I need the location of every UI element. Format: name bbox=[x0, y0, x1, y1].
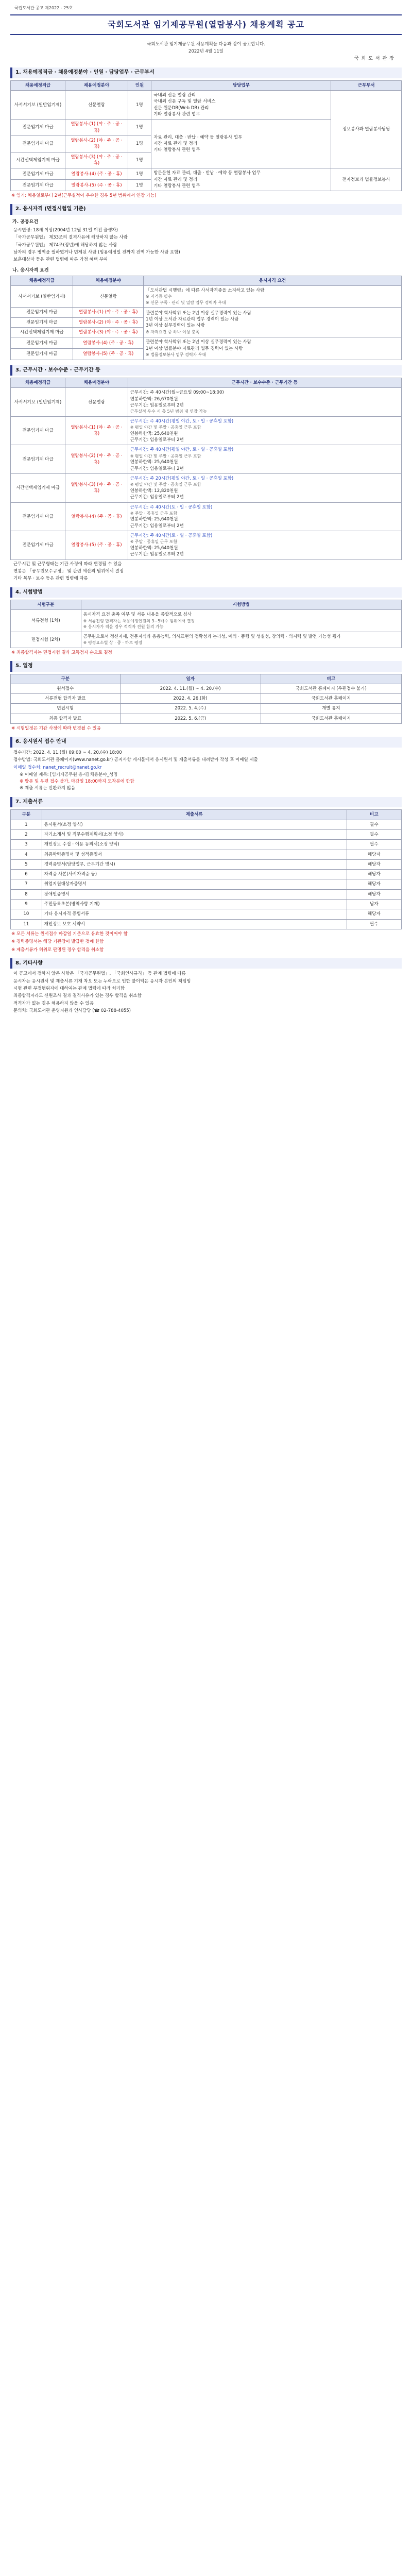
section-schedule bbox=[10, 661, 402, 732]
table-row bbox=[11, 820, 402, 829]
table-header: 채용예정직급 bbox=[11, 80, 65, 90]
list-item: 남자의 경우 병역을 필하였거나 면제된 사람 (임용예정일 전까지 전역 가능한 사람 포함) bbox=[13, 249, 180, 255]
field-cell: 열람봉사-(5) (주 · 공 · 휴) bbox=[73, 348, 144, 360]
table-row bbox=[11, 632, 402, 648]
list-item: ※ 방문 및 우편 접수 불가, 마감일 18:00까지 도착분에 한함 bbox=[20, 779, 134, 785]
table-header: 인원 bbox=[128, 80, 151, 90]
table-header: 시험구분 bbox=[11, 600, 81, 610]
doc-memo: 해당자 bbox=[347, 870, 401, 879]
documents-note: ※ 경력증명서는 해당 기관장이 발급한 것에 한함 bbox=[11, 939, 104, 945]
exam-note: ※ 최종합격자는 면접시험 결과 고득점자 순으로 결정 bbox=[11, 650, 112, 655]
schedule-kind: 서류전형 합격자 발표 bbox=[11, 694, 121, 704]
list-item: 응시자는 응시원서 및 제출서류 기재 착오 또는 누락으로 인한 불이익은 응시자 본인의 책임임 bbox=[13, 978, 191, 984]
section-heading: 4. 시험방법 bbox=[10, 587, 402, 598]
info-item: 연봉하한액: 25,640천원 bbox=[130, 517, 178, 522]
sub-heading: 나. 응시자격 요건 bbox=[12, 267, 49, 273]
table-header: 근무부서 bbox=[331, 80, 402, 90]
info-item: ※ 평일 야간 및 주말 · 공휴일 근무 포함 bbox=[130, 425, 201, 430]
doc-memo: 해당자 bbox=[347, 850, 401, 859]
table-row bbox=[11, 684, 402, 693]
count-cell: 1명 bbox=[128, 152, 151, 168]
field-cell: 열람봉사-(1) (야 · 주 · 공 · 휴) bbox=[65, 120, 128, 136]
info-item: 근무기간: 임용일로부터 2년 bbox=[130, 552, 184, 557]
grade-cell: 전문임기제 마급 bbox=[11, 180, 65, 191]
section-heading: 1. 채용예정직급 · 채용예정분야 · 인원 · 담당업무 · 근무부서 bbox=[10, 67, 402, 78]
doc-name: 취업지원대상자증명서 bbox=[42, 879, 347, 889]
table-row bbox=[11, 610, 402, 632]
info-item: 근무기간: 임용일로부터 2년 bbox=[130, 437, 184, 443]
info-item: 근무기간: 임용일로부터 2년 bbox=[130, 523, 184, 529]
documents-note: ※ 모든 서류는 원서접수 마감일 기준으로 유효한 것이어야 함 bbox=[11, 931, 128, 937]
duty-item: 방문문헌 자료 관리, 대출 · 반납 · 예약 등 열람봉사 업무 bbox=[153, 171, 261, 176]
table-row bbox=[11, 714, 402, 723]
duties-cell bbox=[151, 120, 331, 168]
doc-no: 6 bbox=[11, 870, 42, 879]
grade-cell: 시간선택제임기제 마급 bbox=[11, 328, 73, 337]
table-row bbox=[11, 694, 402, 704]
doc-memo: 해당자 bbox=[347, 909, 401, 919]
doc-name: 개인정보 보호 서약서 bbox=[42, 919, 347, 929]
field-cell: 열람봉사-(3) (야 · 주 · 공 · 휴) bbox=[65, 473, 128, 502]
list-item: 보훈대상자 등은 관련 법령에 따른 가점 혜택 부여 bbox=[13, 257, 108, 263]
field-cell: 열람봉사-(2) (야 · 주 · 공 · 휴) bbox=[65, 135, 128, 152]
doc-memo: 필수 bbox=[347, 820, 401, 829]
doc-memo: 해당자 bbox=[347, 879, 401, 889]
info-item: 연봉하한액: 12,820천원 bbox=[130, 488, 178, 494]
section-documents bbox=[10, 797, 402, 953]
table-row bbox=[11, 416, 402, 445]
title-bar bbox=[10, 14, 402, 35]
schedule-kind: 면접시험 bbox=[11, 704, 121, 714]
info-item: 근무시간: 주 40시간(토 · 일 · 공휴일 포함) bbox=[130, 533, 213, 539]
info-item: 연봉하한액: 25,640천원 bbox=[130, 545, 178, 551]
exam-item: ※ 평정요소별 상 · 중 · 하로 평정 bbox=[83, 640, 143, 646]
table-row bbox=[11, 285, 402, 308]
field-cell: 열람봉사-(5) (주 · 공 · 휴) bbox=[65, 180, 128, 191]
duty-item: 시간 자료 관리 및 정리 bbox=[153, 141, 197, 147]
grade-cell: 전문임기제 마급 bbox=[11, 317, 73, 327]
list-item: 접수방법: 국회도서관 홈페이지(www.nanet.go.kr) 공지사항 게시물에서 응시원서 및 제출서류를 내려받아 작성 후 이메일 제출 bbox=[13, 757, 258, 763]
qualifications-table bbox=[10, 276, 402, 360]
info-item: 근무시간: 주 40시간(평일 야간, 토 · 일 · 공휴일 포함) bbox=[130, 418, 234, 424]
doc-memo: 필수 bbox=[347, 829, 401, 839]
table-row bbox=[11, 889, 402, 899]
grade-cell: 전문임기제 마급 bbox=[11, 531, 65, 560]
grade-cell: 시간선택제임기제 마급 bbox=[11, 473, 65, 502]
exam-item: 공무원으로서 정신자세, 전문지식과 응용능력, 의사표현의 정확성과 논리성, 예의 · 품행 및 성실성, 창의력 · 의지력 및 발전 가능성 평가 bbox=[83, 634, 341, 639]
count-cell: 1명 bbox=[128, 135, 151, 152]
table-row bbox=[11, 168, 402, 180]
exam-detail-cell bbox=[81, 610, 401, 632]
table-row bbox=[11, 704, 402, 714]
requirement-cell bbox=[144, 308, 402, 337]
table-header: 채용예정직급 bbox=[11, 378, 65, 388]
duty-item: 기타 열람봉사 관련 업무 bbox=[153, 183, 200, 189]
list-item: 시험 관련 부정행위자에 대하여는 관계 법령에 따라 처리함 bbox=[13, 986, 125, 992]
documents-note: ※ 제출서류가 허위로 판명된 경우 합격을 취소함 bbox=[11, 947, 104, 953]
info-cell bbox=[128, 531, 401, 560]
table-row bbox=[11, 308, 402, 317]
doc-name: 자기소개서 및 직무수행계획서(소정 양식) bbox=[42, 829, 347, 839]
list-item: 「국가공무원법」 제33조의 결격사유에 해당하지 않는 사람 bbox=[13, 235, 128, 241]
info-cell bbox=[128, 388, 401, 417]
section-heading: 2. 응시자격 (면접시험일 기준) bbox=[10, 204, 402, 215]
exam-kind-cell: 면접시험 (2차) bbox=[11, 632, 81, 648]
grade-cell: 전문임기제 마급 bbox=[11, 416, 65, 445]
table-header: 채용예정분야 bbox=[65, 80, 128, 90]
notice-page bbox=[0, 0, 412, 1025]
grade-cell: 전문임기제 마급 bbox=[11, 135, 65, 152]
list-item: 최종합격자라도 신원조사 결과 결격사유가 있는 경우 합격을 취소함 bbox=[13, 993, 142, 999]
doc-no: 7 bbox=[11, 879, 42, 889]
doc-no: 4 bbox=[11, 850, 42, 859]
schedule-kind: 최종 합격자 발표 bbox=[11, 714, 121, 723]
schedule-kind: 원서접수 bbox=[11, 684, 121, 693]
table-row bbox=[11, 337, 402, 349]
table-row bbox=[11, 879, 402, 889]
table-header: 채용예정분야 bbox=[73, 276, 144, 285]
field-cell: 열람봉사-(1) (야 · 주 · 공 · 휴) bbox=[73, 308, 144, 317]
duty-item: 기타 열람봉사 관련 업무 bbox=[153, 112, 200, 117]
section-positions bbox=[10, 67, 402, 199]
info-item: ※ 평일 야간 및 주말 · 공휴일 근무 포함 bbox=[130, 482, 201, 487]
count-cell: 1명 bbox=[128, 120, 151, 136]
doc-memo: 해당자 bbox=[347, 889, 401, 899]
duty-item: 국내외 신문 구독 및 열람 서비스 bbox=[153, 99, 216, 105]
field-cell: 열람봉사-(4) (주 · 공 · 휴) bbox=[65, 168, 128, 180]
doc-no: 3 bbox=[11, 840, 42, 850]
grade-cell: 전문임기제 마급 bbox=[11, 120, 65, 136]
schedule-date: 2022. 5. 4.(수) bbox=[120, 704, 261, 714]
grade-cell: 전문임기제 마급 bbox=[11, 168, 65, 180]
field-cell: 신문열람 bbox=[65, 388, 128, 417]
schedule-date: 2022. 4. 11.(월) ~ 4. 20.(수) bbox=[120, 684, 261, 693]
positions-table bbox=[10, 80, 402, 191]
section-misc bbox=[10, 958, 402, 1014]
table-header: 근무시간 · 보수수준 · 근무기간 등 bbox=[128, 378, 401, 388]
requirement-item: 「도서관법 시행령」에 따른 사서자격증을 소지하고 있는 사람 bbox=[146, 287, 265, 293]
application-email: 이메일 접수처: nanet_recruit@nanet.go.kr bbox=[13, 765, 102, 770]
doc-memo: 해당자 bbox=[347, 859, 401, 869]
section-heading: 5. 일정 bbox=[10, 661, 402, 672]
exam-kind-cell: 서류전형 (1차) bbox=[11, 610, 81, 632]
requirement-item: ※ 법률정보봉사 업무 경력자 우대 bbox=[146, 352, 207, 357]
term-note: ※ 임기: 채용일로부터 2년(근무실적이 우수한 경우 5년 범위에서 연장 가능) bbox=[11, 193, 157, 199]
table-row bbox=[11, 388, 402, 417]
table-row bbox=[11, 473, 402, 502]
section-work-conditions bbox=[10, 365, 402, 582]
documents-table bbox=[10, 809, 402, 929]
table-row bbox=[11, 91, 402, 120]
grade-cell: 전문임기제 마급 bbox=[11, 308, 73, 317]
info-item: 연봉하한액: 26,670천원 bbox=[130, 396, 178, 402]
duty-item: 기타 열람봉사 관련 업무 bbox=[153, 147, 200, 153]
announcement-date: 2022년 4월 11일 bbox=[188, 48, 224, 54]
table-header: 비고 bbox=[347, 810, 401, 820]
field-cell: 신문열람 bbox=[73, 285, 144, 308]
table-header: 제출서류 bbox=[42, 810, 347, 820]
intro-text: 국회도서관 임기제공무원 채용계획을 다음과 같이 공고합니다. bbox=[147, 41, 265, 47]
list-item: 적격자가 없는 경우 채용하지 않을 수 있음 bbox=[13, 1001, 94, 1006]
section-application bbox=[10, 737, 402, 791]
table-row bbox=[11, 859, 402, 869]
page-title: 국회도서관 임기제공무원(열람봉사) 채용계획 공고 bbox=[108, 20, 304, 29]
duties-cell bbox=[151, 91, 331, 120]
table-header: 채용예정직급 bbox=[11, 276, 73, 285]
section-heading: 3. 근무시간 · 보수수준 · 근무기간 등 bbox=[10, 365, 402, 376]
requirement-item: ※ 신문 구독 · 관리 및 열람 업무 경력자 우대 bbox=[146, 300, 226, 305]
doc-no: 5 bbox=[11, 859, 42, 869]
doc-name: 최종학력증명서 및 성적증명서 bbox=[42, 850, 347, 859]
duty-item: 시간 자료 관리 및 정리 bbox=[153, 177, 197, 182]
field-cell: 열람봉사-(2) (야 · 주 · 공 · 휴) bbox=[65, 445, 128, 474]
info-item: ※ 주말 · 공휴일 근무 포함 bbox=[130, 539, 178, 545]
table-header: 시험방법 bbox=[81, 600, 401, 610]
grade-cell: 시간선택제임기제 마급 bbox=[11, 152, 65, 168]
table-header: 담당업무 bbox=[151, 80, 331, 90]
list-item: 이 공고에서 정하지 않은 사항은 「국가공무원법」, 「국회인사규칙」 등 관계 법령에 따름 bbox=[13, 971, 186, 977]
field-cell: 열람봉사-(5) (주 · 공 · 휴) bbox=[65, 531, 128, 560]
table-row bbox=[11, 909, 402, 919]
info-item: 연봉하한액: 25,640천원 bbox=[130, 431, 178, 436]
sub-heading: 가. 공통요건 bbox=[12, 219, 39, 225]
table-row bbox=[11, 870, 402, 879]
schedule-date: 2022. 5. 6.(금) bbox=[120, 714, 261, 723]
table-row bbox=[11, 502, 402, 531]
dept-cell: 정보봉사과 열람봉사담당 bbox=[331, 91, 402, 168]
grade-cell: 전문임기제 마급 bbox=[11, 445, 65, 474]
schedule-memo: 국회도서관 홈페이지 (우편접수 불가) bbox=[261, 684, 401, 693]
field-cell: 신문열람 bbox=[65, 91, 128, 120]
requirement-item: 1년 이상 법률분야 자료관리 업무 경력이 있는 사람 bbox=[146, 346, 243, 351]
schedule-memo: 국회도서관 홈페이지 bbox=[261, 694, 401, 704]
info-item: 근무기간: 임용일로부터 2년 bbox=[130, 403, 184, 409]
table-row bbox=[11, 850, 402, 859]
info-item: 근무시간: 주 20시간(평일 야간, 토 · 일 · 공휴일 포함) bbox=[130, 476, 234, 481]
doc-no: 9 bbox=[11, 900, 42, 909]
doc-no: 1 bbox=[11, 820, 42, 829]
field-cell: 열람봉사-(1) (야 · 주 · 공 · 휴) bbox=[65, 416, 128, 445]
table-header: 일자 bbox=[120, 674, 261, 684]
doc-memo: 필수 bbox=[347, 919, 401, 929]
schedule-memo: 국회도서관 홈페이지 bbox=[261, 714, 401, 723]
dept-cell: 전자정보과 법률정보봉사 bbox=[331, 168, 402, 191]
info-cell bbox=[128, 416, 401, 445]
table-row bbox=[11, 919, 402, 929]
duty-item: 국내외 신문 열람 관리 bbox=[153, 93, 196, 98]
count-cell: 1명 bbox=[128, 180, 151, 191]
requirement-cell bbox=[144, 285, 402, 308]
list-item: 기타 복무 · 보수 등은 관련 법령에 따름 bbox=[13, 576, 88, 582]
exam-item: ※ 서류전형 합격자는 채용예정인원의 3~5배수 범위에서 결정 bbox=[83, 618, 195, 623]
requirement-item: 관련분야 학사학위 또는 2년 이상 실무경력이 있는 사람 bbox=[146, 310, 252, 316]
issuer-name: 국회도서관장 bbox=[354, 56, 397, 62]
info-item: 근무시간: 주 40시간(토 · 일 · 공휴일 포함) bbox=[130, 504, 213, 510]
schedule-note: ※ 시험일정은 기관 사정에 따라 변경될 수 있음 bbox=[11, 726, 101, 732]
info-item: ※ 주말 · 공휴일 근무 포함 bbox=[130, 511, 178, 516]
requirement-item: ※ 자격증 필수 bbox=[146, 294, 172, 299]
info-item: 근무실적 우수 시 총 5년 범위 내 연장 가능 bbox=[130, 409, 207, 414]
grade-cell: 전문임기제 마급 bbox=[11, 337, 73, 349]
doc-memo: 필수 bbox=[347, 840, 401, 850]
doc-name: 장애인증명서 bbox=[42, 889, 347, 899]
table-row bbox=[11, 829, 402, 839]
requirement-item: 관련분야 학사학위 또는 2년 이상 실무경력이 있는 사람 bbox=[146, 340, 252, 345]
section-heading: 8. 기타사항 bbox=[10, 958, 402, 969]
requirement-item: ※ 자격요건 중 하나 이상 충족 bbox=[146, 329, 200, 334]
doc-no: 2 bbox=[11, 829, 42, 839]
info-cell bbox=[128, 445, 401, 474]
field-cell: 열람봉사-(4) (주 · 공 · 휴) bbox=[73, 337, 144, 349]
section-heading: 7. 제출서류 bbox=[10, 797, 402, 808]
doc-name: 경력증명서(담당업무, 근무기간 명시) bbox=[42, 859, 347, 869]
schedule-date: 2022. 4. 26.(화) bbox=[120, 694, 261, 704]
doc-no: 10 bbox=[11, 909, 42, 919]
list-item: 「국가공무원법」 제74조(정년)에 해당하지 않는 사람 bbox=[13, 242, 117, 248]
table-row bbox=[11, 840, 402, 850]
grade-cell: 전문임기제 마급 bbox=[11, 348, 73, 360]
table-header: 구분 bbox=[11, 674, 121, 684]
document-number: 국립도서관 공고 제2022 - 25호 bbox=[14, 6, 73, 10]
list-item: ※ 제출 서류는 반환하지 않음 bbox=[20, 786, 76, 791]
table-header: 구분 bbox=[11, 810, 42, 820]
table-row bbox=[11, 531, 402, 560]
doc-name: 개인정보 수집 · 이용 동의서(소정 양식) bbox=[42, 840, 347, 850]
table-row bbox=[11, 445, 402, 474]
info-item: 연봉하한액: 25,640천원 bbox=[130, 460, 178, 465]
table-header: 비고 bbox=[261, 674, 401, 684]
list-item: 연봉은 「공무원보수규정」 및 관련 예산의 범위에서 결정 bbox=[13, 568, 124, 574]
doc-no: 11 bbox=[11, 919, 42, 929]
exam-method-table bbox=[10, 600, 402, 648]
info-item: ※ 평일 야간 및 주말 · 공휴일 근무 포함 bbox=[130, 453, 201, 459]
info-cell bbox=[128, 473, 401, 502]
info-item: 근무시간: 주 40시간(평일 야간, 토 · 일 · 공휴일 포함) bbox=[130, 447, 234, 453]
table-row bbox=[11, 900, 402, 909]
exam-item: 응시자격 요건 충족 여부 및 서류 내용을 종합적으로 심사 bbox=[83, 612, 192, 618]
grade-cell: 사서서기보 (일반임기제) bbox=[11, 285, 73, 308]
table-header: 채용예정분야 bbox=[65, 378, 128, 388]
field-cell: 열람봉사-(3) (야 · 주 · 공 · 휴) bbox=[73, 328, 144, 337]
work-conditions-table bbox=[10, 378, 402, 560]
doc-name: 주민등록초본(병역사항 기재) bbox=[42, 900, 347, 909]
count-cell: 1명 bbox=[128, 91, 151, 120]
field-cell: 열람봉사-(3) (야 · 주 · 공 · 휴) bbox=[65, 152, 128, 168]
section-exam-method bbox=[10, 587, 402, 656]
schedule-memo: 개별 통지 bbox=[261, 704, 401, 714]
schedule-table bbox=[10, 674, 402, 724]
info-item: 근무기간: 임용일로부터 2년 bbox=[130, 466, 184, 471]
info-cell bbox=[128, 502, 401, 531]
list-item: ※ 이메일 제목: [임기제공무원 응시] 채용분야_성명 bbox=[20, 772, 118, 777]
doc-no: 8 bbox=[11, 889, 42, 899]
grade-cell: 전문임기제 마급 bbox=[11, 502, 65, 531]
exam-item: ※ 응시자가 적을 경우 적격자 전원 합격 가능 bbox=[83, 624, 164, 630]
section-heading: 6. 응시원서 접수 안내 bbox=[10, 737, 402, 748]
list-item: 근무시간 및 근무형태는 기관 사정에 따라 변경될 수 있음 bbox=[13, 561, 122, 567]
field-cell: 열람봉사-(4) (주 · 공 · 휴) bbox=[65, 502, 128, 531]
duties-cell bbox=[151, 168, 331, 191]
info-item: 근무시간: 주 40시간(월~금요일 09:00~18:00) bbox=[130, 390, 224, 396]
requirement-cell bbox=[144, 337, 402, 360]
list-item: 응시연령: 18세 이상(2004년 12월 31일 이전 출생자) bbox=[13, 228, 118, 233]
grade-cell: 사서서기보 (일반임기제) bbox=[11, 388, 65, 417]
exam-detail-cell bbox=[81, 632, 401, 648]
requirement-item: 1년 이상 도서관 자료관리 업무 경력이 있는 사람 bbox=[146, 316, 239, 322]
duty-item: 자료 관리, 대출 · 반납 · 예약 등 열람봉사 업무 bbox=[153, 134, 243, 140]
list-item: 접수기간: 2022. 4. 11.(월) 09:00 ~ 4. 20.(수) 18:00 bbox=[13, 750, 122, 755]
grade-cell: 사서서기보 (일반임기제) bbox=[11, 91, 65, 120]
section-qualifications bbox=[10, 204, 402, 360]
duty-item: 신문 원문DB(Web DB) 관리 bbox=[153, 105, 209, 111]
info-item: 근무기간: 임용일로부터 2년 bbox=[130, 495, 184, 500]
field-cell: 열람봉사-(2) (야 · 주 · 공 · 휴) bbox=[73, 317, 144, 327]
doc-name: 자격증 사본(사서자격증 등) bbox=[42, 870, 347, 879]
requirement-item: 3년 이상 실무경력이 있는 사람 bbox=[146, 323, 205, 329]
contact-info: 문의처: 국회도서관 운영지원과 인사담당 (☎ 02-788-4055) bbox=[13, 1008, 131, 1014]
doc-memo: 남자 bbox=[347, 900, 401, 909]
doc-name: 기타 응시자격 증빙서류 bbox=[42, 909, 347, 919]
doc-name: 응시원서(소정 양식) bbox=[42, 820, 347, 829]
count-cell: 1명 bbox=[128, 168, 151, 180]
table-header: 응시자격 요건 bbox=[144, 276, 402, 285]
